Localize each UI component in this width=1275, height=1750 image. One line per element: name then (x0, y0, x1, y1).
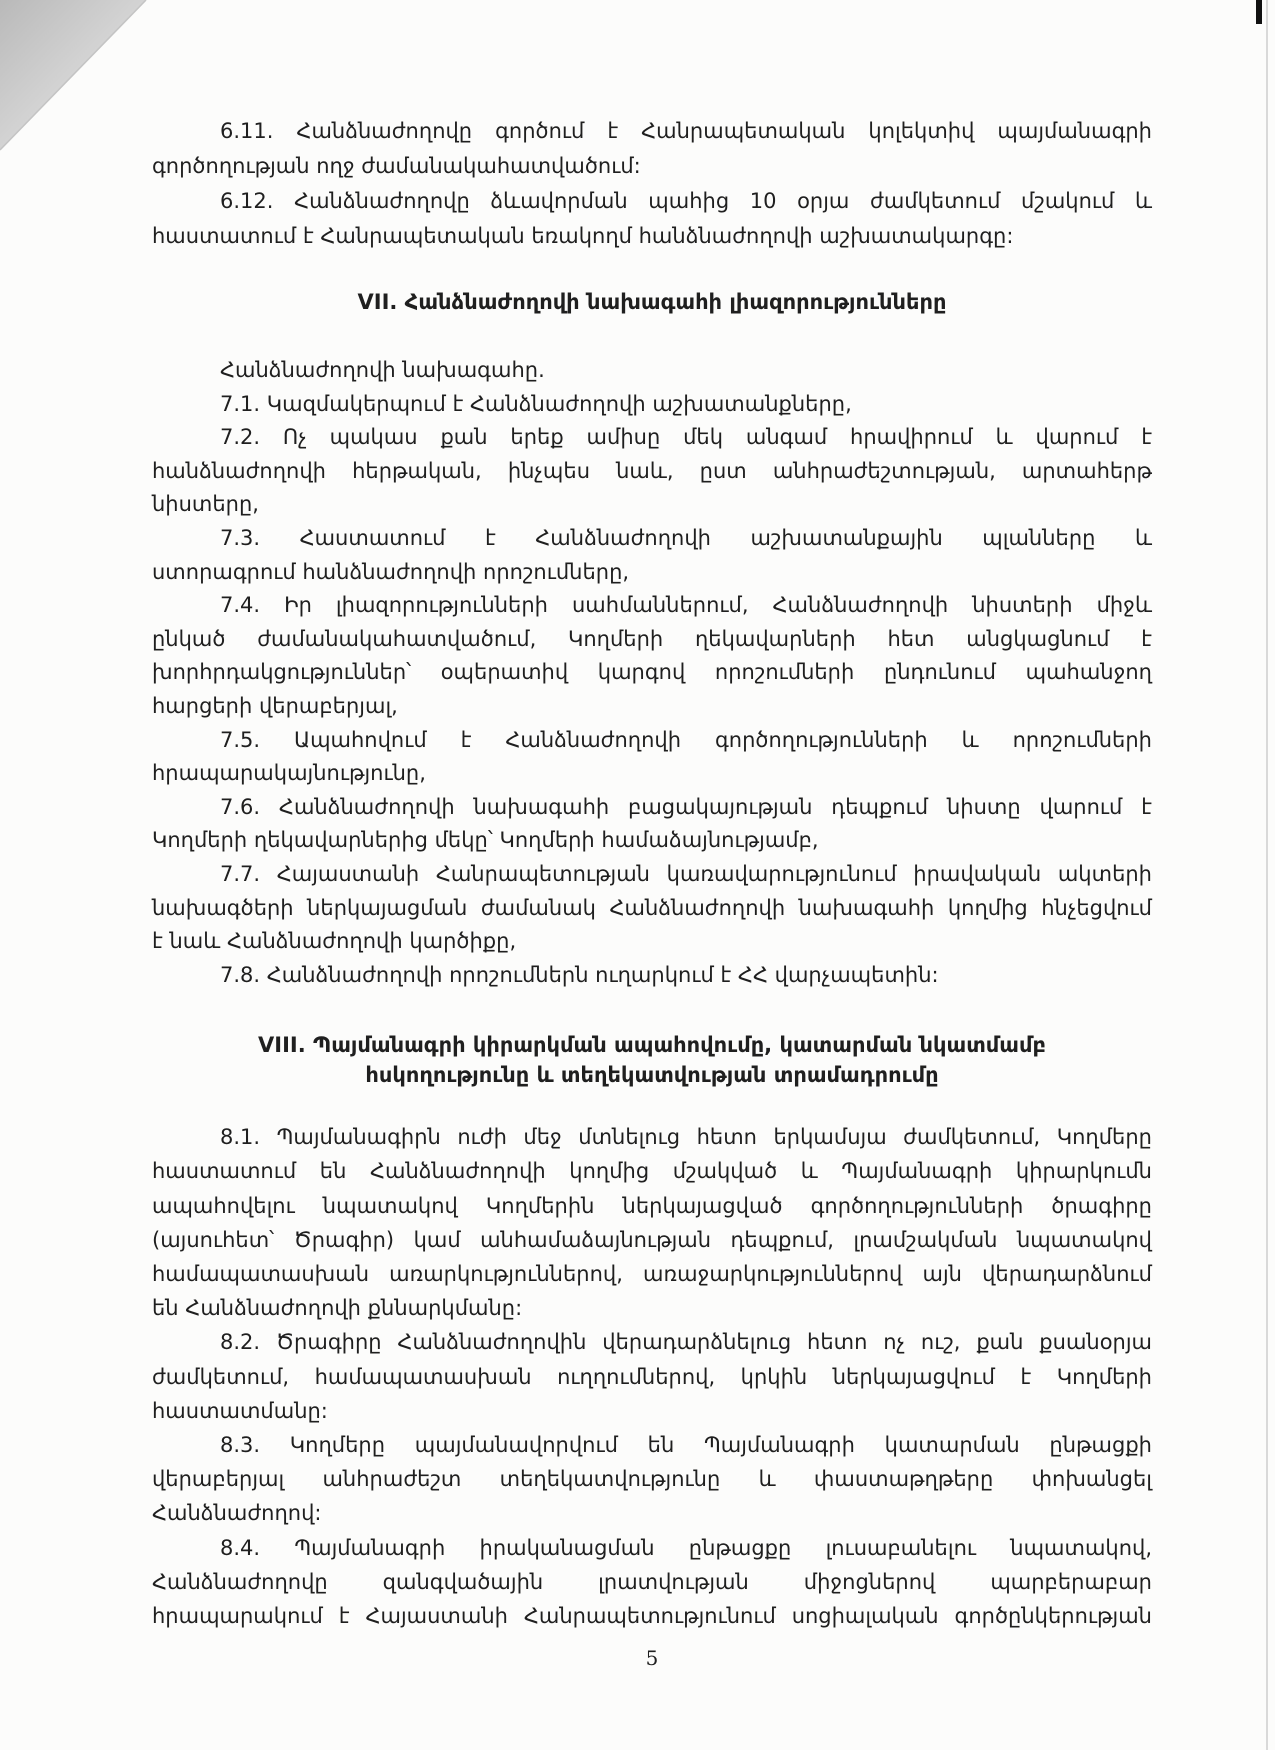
section-6-continued (152, 114, 1152, 254)
section-7-body (152, 354, 1152, 992)
heading-line: հսկողությունը և տեղեկատվության տրամադրումը (365, 1063, 939, 1088)
text-line: 7.4. Իր լիազորությունների սահմաններում, Հանձնաժողովի նիստերի միջև (220, 593, 1152, 618)
heading-line: VIII. Պայմանագրի կիրարկման ապահովումը, կատարման նկատմամբ (258, 1033, 1046, 1058)
text-line: 7.8. Հանձնաժողովի որոշումներն ուղարկում է ՀՀ վարչապետին: (220, 962, 939, 987)
text-line: հաստատմանը: (152, 1398, 328, 1423)
clause-7-8 (152, 959, 1152, 993)
text-line: 8.4. Պայմանագրի իրականացման ընթացքը լուսաբանելու նպատակով, (220, 1535, 1152, 1560)
clause-7-4 (152, 589, 1152, 723)
text-line: 7.7. Հայաստանի Հանրապետության կառավարությունում իրավական ակտերի (220, 861, 1152, 886)
text-line: նախագծերի ներկայացման ժամանակ Հանձնաժողովի նախագահի կողմից հնչեցվում (152, 895, 1152, 920)
clause-6-11 (152, 114, 1152, 184)
clause-8-2 (152, 1325, 1152, 1428)
section-8-body (152, 1120, 1152, 1633)
clause-7-1 (152, 388, 1152, 422)
text-line: ժամկետում, համապատասխան ուղղումներով, կրկին ներկայացվում է Կողմերի (152, 1364, 1152, 1389)
clause-7-6 (152, 791, 1152, 858)
text-line: վերաբերյալ անհրաժեշտ տեղեկատվությունը և փաստաթղթերը փոխանցել (152, 1467, 1152, 1492)
text-line: Հանձնաժողով: (152, 1501, 322, 1526)
text-line: հարցերի վերաբերյալ, (152, 693, 398, 718)
text-line: հրապարակում է Հայաստանի Հանրապետությունում սոցիալական գործընկերության (152, 1603, 1152, 1628)
section-heading-viii (152, 1030, 1152, 1090)
page-body (152, 114, 1152, 1633)
section-heading-vii: VII. Հանձնաժողովի նախագահի լիազորությունները (357, 290, 947, 314)
scan-edge-line (1266, 0, 1268, 1750)
clause-7-5 (152, 724, 1152, 791)
page-number: 5 (645, 1646, 659, 1670)
text-line: 6.11. Հանձնաժողովը գործում է Հանրապետական կոլեկտիվ պայմանագրի (220, 119, 1152, 143)
text-line: հանձնաժողովի հերթական, ինչպես նաև, ըստ անհրաժեշտության, արտահերթ (152, 458, 1152, 483)
text-line: խորհրդակցություններ՝ օպերատիվ կարգով որոշումների ընդունում պահանջող (152, 660, 1152, 685)
text-line: նիստերը, (152, 492, 259, 517)
scan-edge-mark (1256, 0, 1262, 24)
clause-7-7 (152, 858, 1152, 959)
clause-8-4 (152, 1531, 1152, 1634)
section-intro: Հանձնաժողովի նախագահը. (220, 358, 545, 382)
clause-6-12 (152, 184, 1152, 254)
text-line: 7.3. Հաստատում է Հանձնաժողովի աշխատանքային պլանները և (220, 525, 1152, 550)
text-line: 7.1. Կազմակերպում է Հանձնաժողովի աշխատանքները, (220, 391, 852, 416)
text-line: գործողության ողջ ժամանակահատվածում: (152, 154, 641, 178)
text-line: ստորագրում հանձնաժողովի որոշումները, (152, 559, 630, 584)
text-line: համապատասխան առարկություններով, առաջարկություններով այն վերադարձնում (152, 1262, 1152, 1287)
text-line: հրապարակայնությունը, (152, 761, 426, 786)
text-line: 8.2. Ծրագիրը Հանձնաժողովին վերադարձնելուց հետո ոչ ուշ, քան քսանօրյա (220, 1330, 1152, 1355)
text-line: 8.3. Կողմերը պայմանավորվում են Պայմանագրի կատարման ընթացքի (220, 1432, 1152, 1457)
text-line: 7.6. Հանձնաժողովի նախագահի բացակայության դեպքում նիստը վարում է (220, 794, 1152, 819)
text-line: Հանձնաժողովը զանգվածային լրատվության միջոցներով պարբերաբար (152, 1569, 1152, 1594)
clause-7-3 (152, 522, 1152, 589)
text-line: Կողմերի ղեկավարներից մեկը՝ Կողմերի համաձայնությամբ, (152, 828, 819, 853)
clause-7-2 (152, 421, 1152, 522)
text-line: հաստատում են Հանձնաժողովի կողմից մշակված և Պայմանագրի կիրարկումն (152, 1159, 1152, 1184)
text-line: են Հանձնաժողովի քննարկմանը: (152, 1296, 523, 1321)
text-line: 6.12. Հանձնաժողովը ձևավորման պահից 10 օրյա ժամկետում մշակում և (220, 189, 1152, 213)
folded-corner (0, 0, 160, 160)
text-line: 7.5. Ապահովում է Հանձնաժողովի գործողությունների և որոշումների (220, 727, 1152, 752)
text-line: ապահովելու նպատակով Կողմերին ներկայացված գործողությունների ծրագիրը (152, 1193, 1152, 1218)
text-line: է նաև Հանձնաժողովի կարծիքը, (152, 929, 517, 954)
text-line: հաստատում է Հանրապետական եռակողմ հանձնաժողովի աշխատակարգը: (152, 224, 1014, 248)
text-line: 7.2. Ոչ պակաս քան երեք ամիսը մեկ անգամ հրավիրում և վարում է (220, 425, 1152, 450)
text-line: (այսուհետ՝ Ծրագիր) կամ անհամաձայնության դեպքում, լրամշակման նպատակով (152, 1227, 1152, 1252)
clause-8-3 (152, 1428, 1152, 1531)
text-line: 8.1. Պայմանագիրն ուժի մեջ մտնելուց հետո երկամսյա ժամկետում, Կողմերը (220, 1125, 1152, 1150)
text-line: ընկած ժամանակահատվածում, Կողմերի ղեկավարների հետ անցկացնում է (152, 626, 1152, 651)
clause-8-1 (152, 1120, 1152, 1325)
